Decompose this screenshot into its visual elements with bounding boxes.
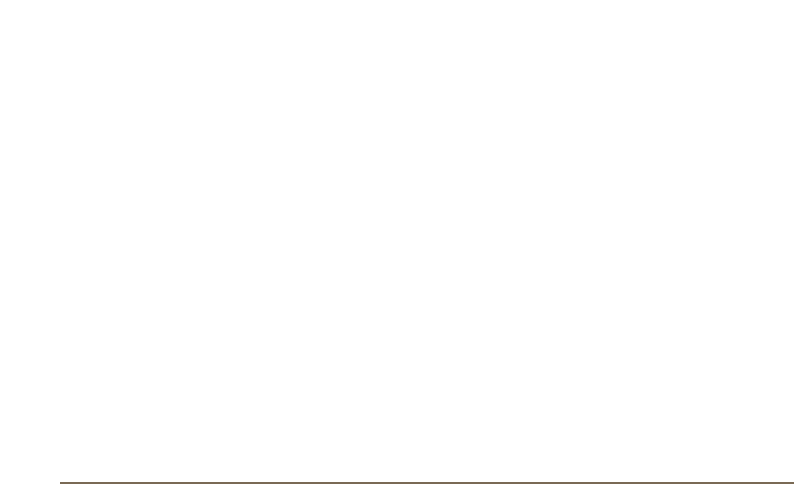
table-bottom-border bbox=[60, 482, 794, 484]
